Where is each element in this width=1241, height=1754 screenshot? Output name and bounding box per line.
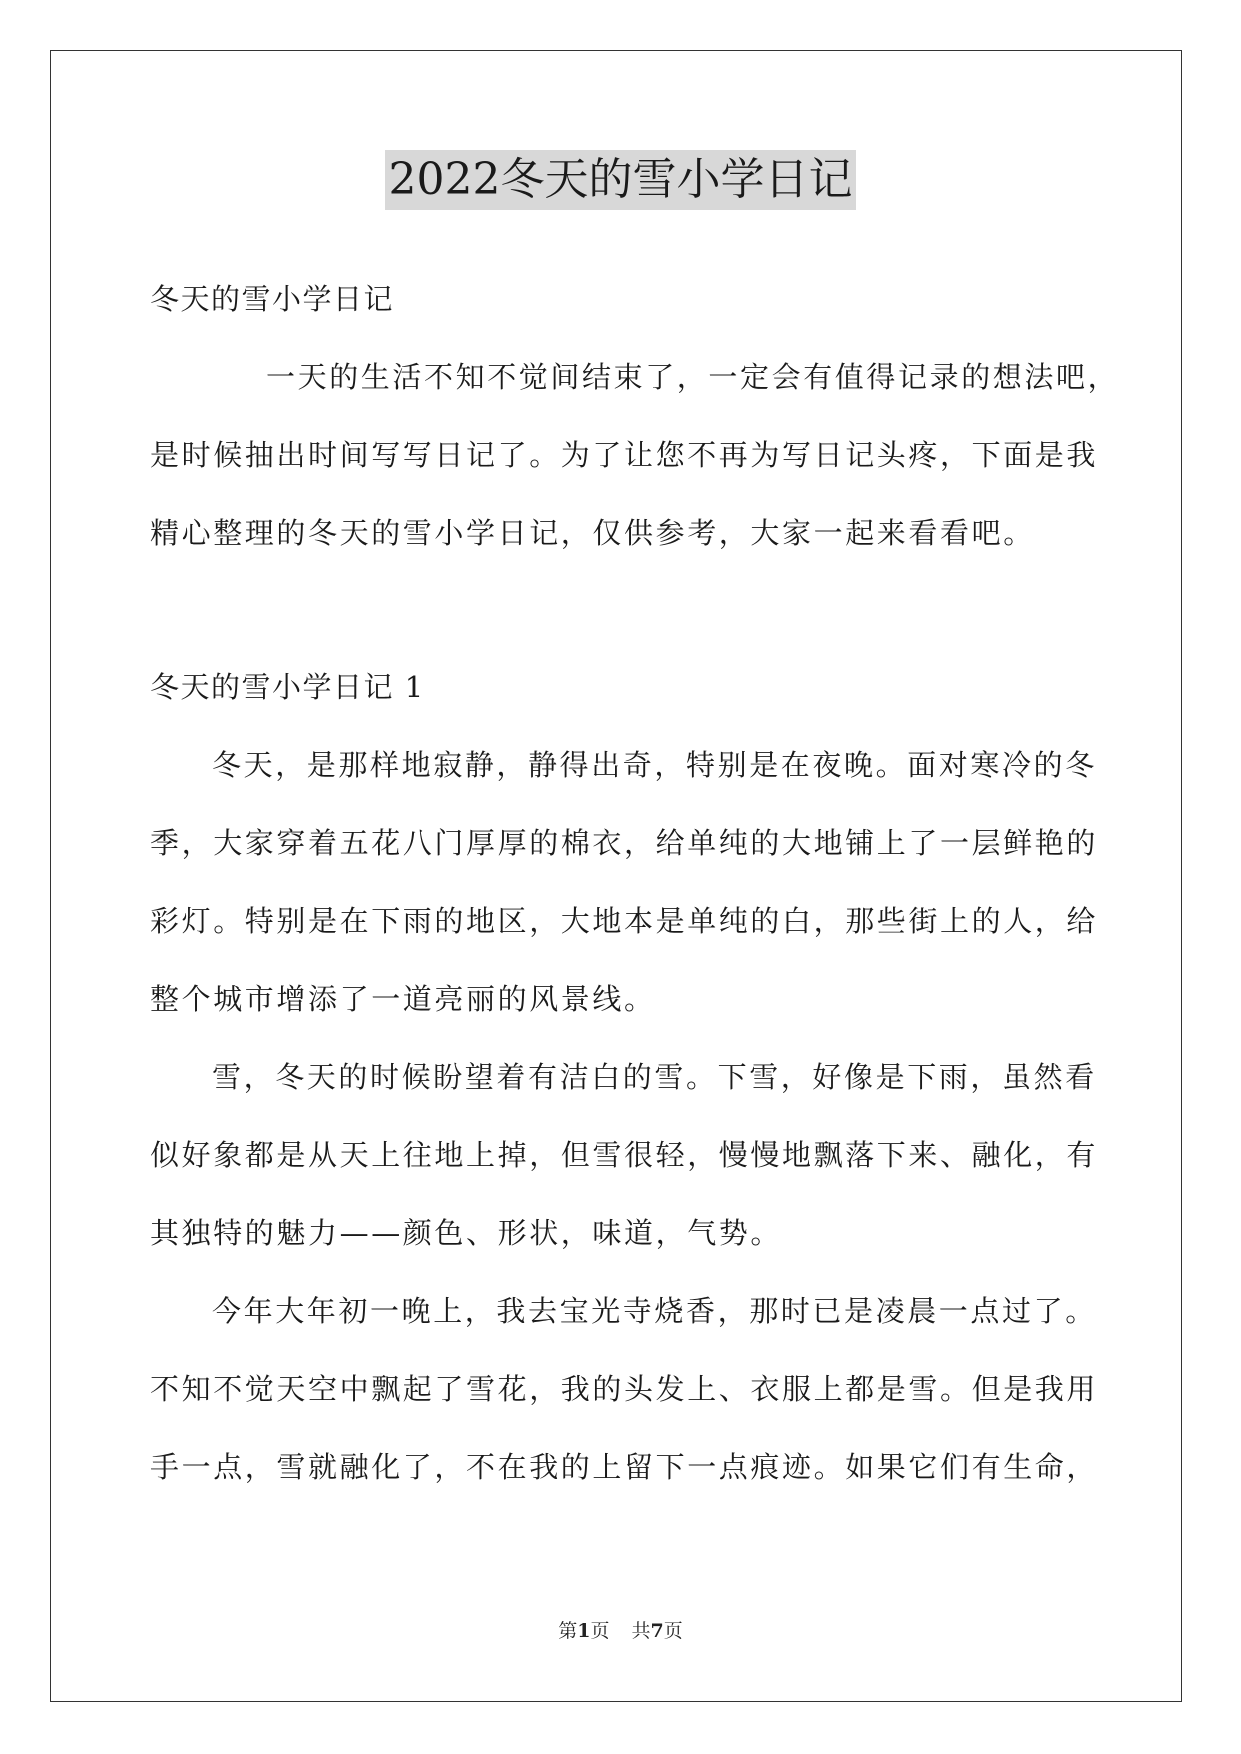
paragraph-line: 今年大年初一晚上，我去宝光寺烧香，那时已是凌晨一点过了。 xyxy=(212,1294,1097,1328)
paragraph-line: 手一点，雪就融化了，不在我的上留下一点痕迹。如果它们有生命， xyxy=(150,1450,1099,1484)
paragraph-line: 整个城市增添了一道亮丽的风景线。 xyxy=(150,982,656,1016)
intro-line: 精心整理的冬天的雪小学日记，仅供参考，大家一起来看看吧。 xyxy=(150,516,1035,550)
paragraph-line: 不知不觉天空中飘起了雪花，我的头发上、衣服上都是雪。但是我用 xyxy=(150,1372,1099,1406)
paragraph-line: 其独特的魅力——颜色、形状，味道，气势。 xyxy=(150,1216,783,1250)
paragraph-line: 季，大家穿着五花八门厚厚的棉衣，给单纯的大地铺上了一层鲜艳的 xyxy=(150,826,1099,860)
intro-line: 是时候抽出时间写写日记了。为了让您不再为写日记头疼，下面是我 xyxy=(150,438,1099,472)
total-prefix: 共 xyxy=(631,1620,651,1642)
page-footer xyxy=(0,1616,1241,1643)
intro-line: 一天的生活不知不觉间结束了，一定会有值得记录的想法吧， xyxy=(266,360,1120,394)
section-heading: 冬天的雪小学日记 1 xyxy=(150,670,425,704)
paragraph-line: 似好象都是从天上往地上掉，但雪很轻，慢慢地飘落下来、融化，有 xyxy=(150,1138,1099,1172)
page-prefix: 第 xyxy=(558,1620,578,1642)
document-title-wrapper xyxy=(0,150,1241,210)
page-total: 7 xyxy=(650,1620,664,1642)
section-spacer xyxy=(150,572,1095,648)
paragraph-line: 冬天，是那样地寂静，静得出奇，特别是在夜晚。面对寒冷的冬 xyxy=(212,748,1097,782)
document-subtitle: 冬天的雪小学日记 xyxy=(150,282,395,316)
paragraph-line: 彩灯。特别是在下雨的地区，大地本是单纯的白，那些街上的人，给 xyxy=(150,904,1099,938)
paragraph-line: 雪，冬天的时候盼望着有洁白的雪。下雪，好像是下雨，虽然看 xyxy=(212,1060,1097,1094)
page-suffix: 页 xyxy=(590,1620,610,1642)
page-current: 1 xyxy=(577,1620,591,1642)
document-body xyxy=(150,260,1120,1506)
document-title: 2022冬天的雪小学日记 xyxy=(385,150,857,210)
total-suffix: 页 xyxy=(663,1620,683,1642)
